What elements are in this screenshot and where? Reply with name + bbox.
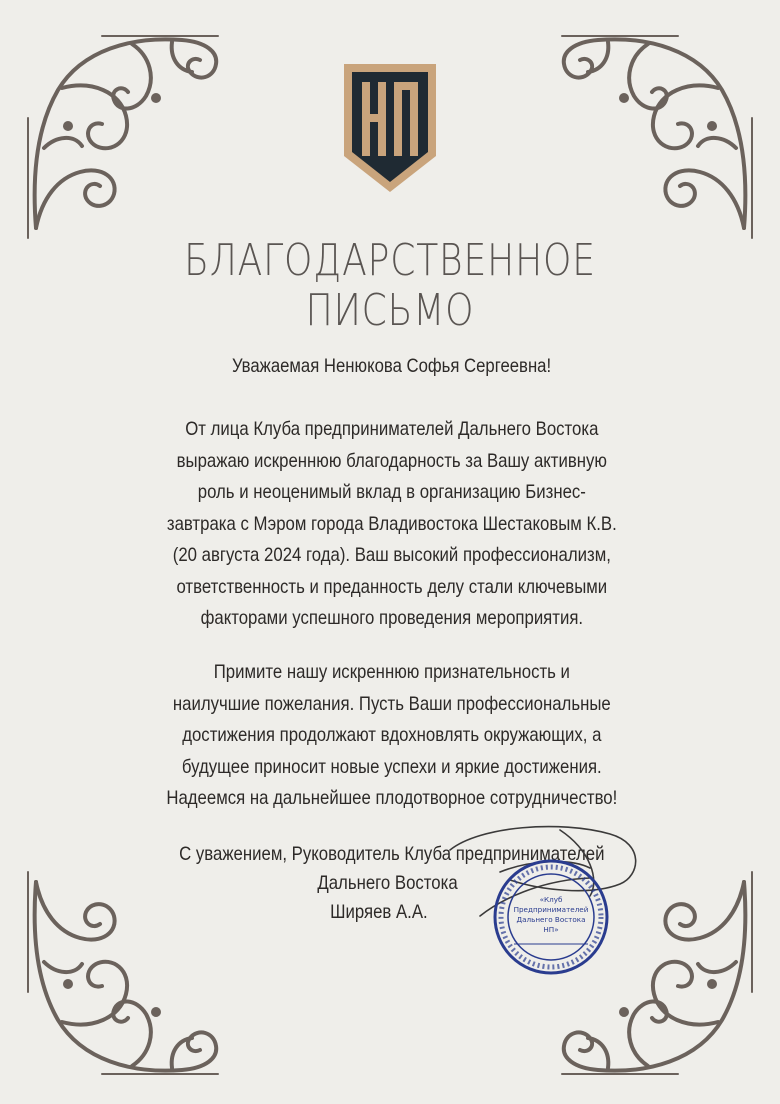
text-line: наилучшие пожелания. Пусть Ваши профессиональные — [172, 692, 611, 715]
svg-text:Предпринимателей: Предпринимателей — [513, 905, 589, 914]
text-line: выражаю искреннюю благодарность за Вашу активную — [176, 449, 607, 472]
text-line: факторами успешного проведения мероприятия. — [200, 607, 584, 629]
title-line-2: ПИСЬМО — [305, 285, 475, 336]
greeting: Уважаемая Ненюкова Софья Сергеевна! — [231, 356, 552, 377]
corner-ornament-top-right — [558, 28, 758, 248]
text-line: ответственность и преданность делу стали ключевыми — [176, 575, 608, 598]
text-line: От лица Клуба предпринимателей Дальнего Востока — [185, 418, 599, 440]
corner-ornament-top-left — [22, 28, 222, 248]
organization-stamp — [492, 858, 610, 976]
paragraph-gratitude — [56, 414, 727, 635]
svg-text:НП»: НП» — [543, 925, 559, 934]
text-line: завтрака с Мэром города Владивостока Шестаковым К.В. — [166, 512, 617, 535]
closing-line-2: Дальнего Востока — [317, 872, 458, 894]
svg-text:Дальнего Востока: Дальнего Востока — [516, 915, 586, 924]
closing-line-1: С уважением, Руководитель Клуба предпринимателей — [179, 843, 605, 865]
text-line: будущее приносит новые успехи и яркие достижения. — [181, 755, 602, 778]
svg-text:«Клуб: «Клуб — [539, 895, 563, 904]
text-line: роль и неоценимый вклад в организацию Бизнес- — [197, 481, 586, 503]
title-line-1: БЛАГОДАРСТВЕННОЕ — [184, 235, 596, 286]
club-logo — [344, 64, 436, 192]
text-line: достижения продолжают вдохновлять окружающих, а — [182, 724, 602, 746]
letter-title — [70, 236, 710, 336]
text-line: (20 августа 2024 года). Ваш высокий профессионализм, — [172, 544, 611, 566]
text-line: Надеемся на дальнейшее плодотворное сотрудничество! — [166, 787, 618, 809]
paragraph-wishes — [56, 657, 727, 815]
text-line: Примите нашу искреннюю признательность и — [213, 661, 570, 683]
signer-name: Ширяев А.А. — [330, 901, 428, 923]
